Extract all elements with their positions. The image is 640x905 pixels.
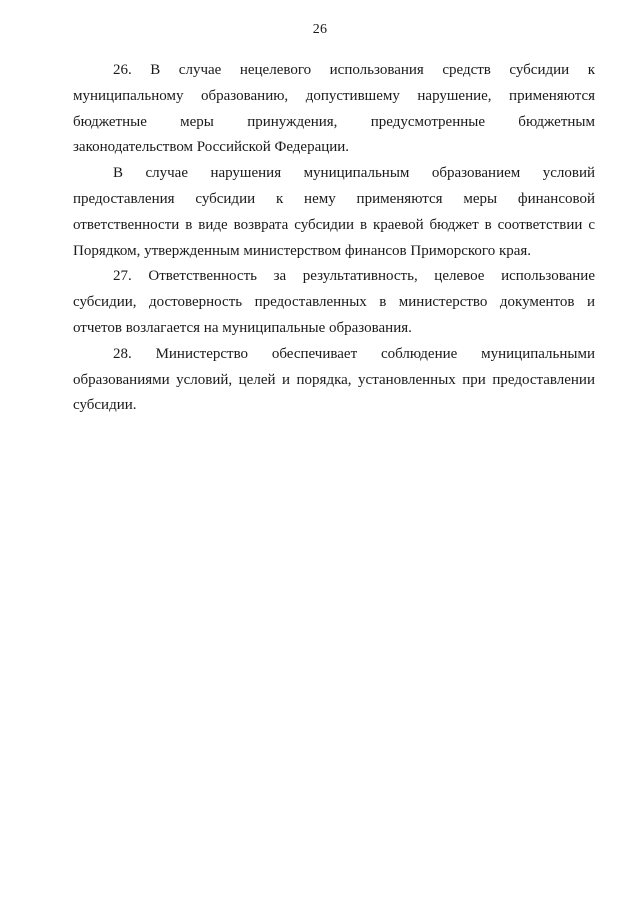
document-body	[73, 58, 595, 419]
text-line: образованиями условий, целей и порядка, установленных при предоставлении	[73, 371, 595, 388]
text-line: Порядком, утвержденным министерством финансов Приморского края.	[73, 242, 532, 259]
text-line: предоставления субсидии к нему применяются меры финансовой	[73, 190, 595, 207]
text-line: субсидии, достоверность предоставленных в министерство документов и	[73, 294, 595, 311]
paragraph-27	[73, 264, 595, 341]
paragraph-26-continued	[73, 161, 595, 264]
text-line: муниципальному образованию, допустившему нарушение, применяются	[73, 87, 595, 104]
text-line: ответственности в виде возврата субсидии в краевой бюджет в соответствии с	[73, 216, 595, 233]
paragraph-26	[73, 58, 595, 161]
text-line: законодательством Российской Федерации.	[73, 139, 350, 156]
text-line: 28. Министерство обеспечивает соблюдение муниципальными	[113, 345, 595, 362]
text-line: 27. Ответственность за результативность, целевое использование	[113, 268, 595, 285]
paragraph-28	[73, 342, 595, 419]
text-line: бюджетные меры принуждения, предусмотренные бюджетным	[73, 113, 595, 130]
text-line: В случае нарушения муниципальным образованием условий	[113, 165, 595, 182]
text-line: 26. В случае нецелевого использования средств субсидии к	[113, 62, 595, 78]
page-number: 26	[312, 22, 328, 37]
text-line: субсидии.	[73, 397, 137, 414]
text-line: отчетов возлагается на муниципальные образования.	[73, 319, 412, 336]
